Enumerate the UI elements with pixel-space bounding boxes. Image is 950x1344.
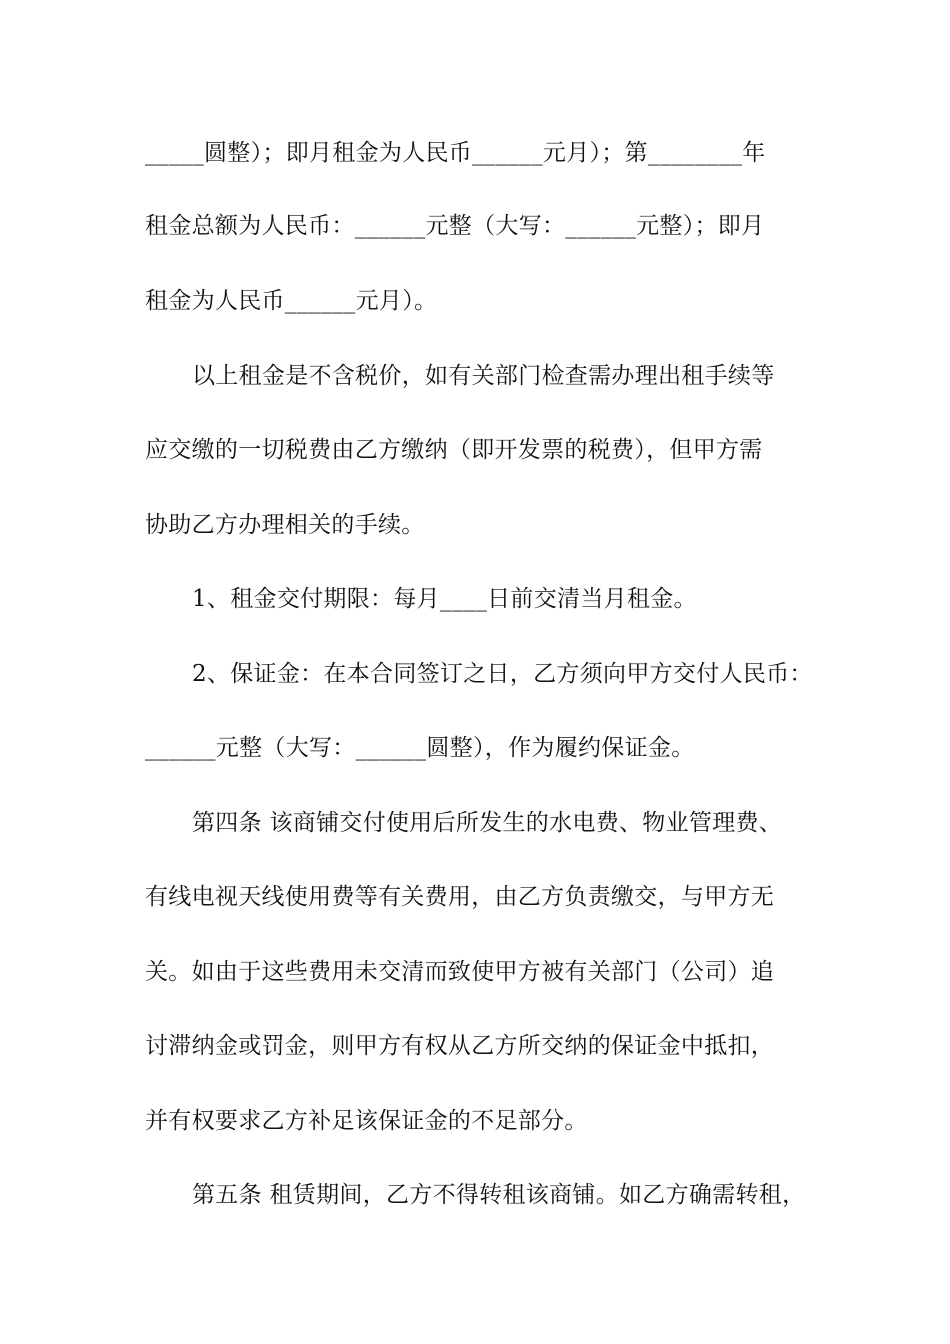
text-line-7: 1、租金交付期限：每月____日前交清当月租金。	[192, 586, 697, 612]
text-line-6: 协助乙方办理相关的手续。	[145, 512, 425, 538]
text-line-4: 以上租金是不含税价，如有关部门检查需办理出租手续等	[192, 363, 775, 389]
text-line-14: 并有权要求乙方补足该保证金的不足部分。	[145, 1108, 588, 1134]
text-line-11: 有线电视天线使用费等有关费用，由乙方负责缴交，与甲方无	[145, 884, 775, 910]
text-line-5: 应交缴的一切税费由乙方缴纳（即开发票的税费），但甲方需	[145, 437, 763, 463]
text-line-12: 关。如由于这些费用未交清而致使甲方被有关部门（公司）追	[145, 959, 775, 985]
text-line-3: 租金为人民币______元月）。	[145, 288, 438, 314]
text-line-2: 租金总额为人民币：______元整（大写：______元整）；即月	[145, 213, 765, 239]
text-line-9: ______元整（大写：______圆整），作为履约保证金。	[145, 735, 695, 761]
text-line-13: 讨滞纳金或罚金，则甲方有权从乙方所交纳的保证金中抵扣，	[145, 1033, 775, 1059]
text-line-10: 第四条 该商铺交付使用后所发生的水电费、物业管理费、	[192, 810, 783, 836]
text-line-1: _____圆整）；即月租金为人民币______元月）；第________年	[145, 140, 766, 166]
text-line-15: 第五条 租赁期间，乙方不得转租该商铺。如乙方确需转租，	[192, 1182, 806, 1208]
text-line-8: 2、保证金：在本合同签订之日，乙方须向甲方交付人民币：	[192, 661, 813, 687]
